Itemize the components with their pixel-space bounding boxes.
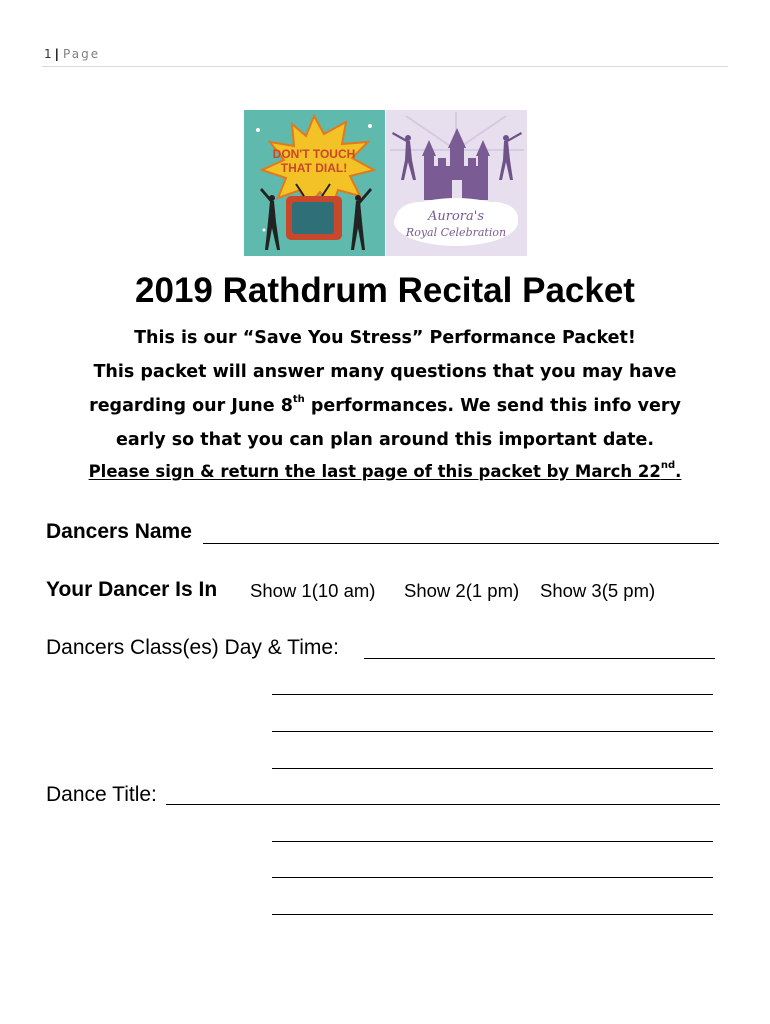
header-rule	[42, 66, 728, 67]
dont-touch-that-dial-image	[244, 110, 385, 256]
left-image-caption-1: DON'T TOUCH	[272, 147, 356, 161]
class-day-time-field[interactable]	[272, 768, 713, 769]
class-day-time-field[interactable]	[364, 658, 715, 659]
class-day-time-label: Dancers Class(es) Day & Time:	[46, 636, 339, 659]
sign-return-superscript: nd	[660, 460, 676, 471]
page-title: 2019 Rathdrum Recital Packet	[135, 271, 635, 310]
dance-title-field[interactable]	[272, 841, 713, 842]
show-3-option[interactable]: Show 3(5 pm)	[540, 580, 656, 601]
auroras-royal-celebration-image	[386, 110, 527, 256]
tv-dancers-illustration	[244, 110, 385, 256]
intro-line-3-superscript: th	[292, 394, 305, 405]
intro-line-2: This packet will answer many questions that you may have	[93, 362, 677, 382]
dancer-name-label: Dancers Name	[46, 520, 192, 543]
intro-line-3	[0, 396, 770, 416]
sign-return-notice	[0, 462, 770, 481]
page-header	[44, 47, 100, 61]
dancer-name-field[interactable]	[203, 543, 719, 544]
dance-title-label: Dance Title:	[46, 783, 157, 806]
class-day-time-field[interactable]	[272, 694, 713, 695]
show-1-option[interactable]: Show 1(10 am)	[250, 580, 376, 601]
show-2-option[interactable]: Show 2(1 pm)	[404, 580, 520, 601]
your-dancer-label: Your Dancer Is In	[46, 578, 218, 601]
intro-line-3-end: performances. We send this info very	[304, 396, 681, 416]
class-day-time-field[interactable]	[272, 731, 713, 732]
intro-line-4: early so that you can plan around this important date.	[115, 430, 655, 450]
left-image-caption-2: THAT DIAL!	[280, 161, 348, 175]
right-image-caption-2: Royal Celebration	[405, 226, 507, 239]
intro-line-3-start: regarding our June 8	[89, 396, 293, 416]
sign-return-end: .	[675, 462, 682, 481]
header-separator: |	[54, 47, 60, 61]
right-image-caption-1: Aurora's	[427, 209, 485, 224]
dance-title-field[interactable]	[166, 804, 720, 805]
intro-line-1: This is our “Save You Stress” Performance Packet!	[134, 328, 636, 348]
page-number: 1	[44, 47, 52, 61]
dance-title-field[interactable]	[272, 914, 713, 915]
sign-return-text: Please sign & return the last page of this packet by March 22	[88, 462, 661, 481]
page-label: Page	[63, 47, 101, 61]
castle-dancers-illustration	[386, 110, 527, 256]
dance-title-field[interactable]	[272, 877, 713, 878]
